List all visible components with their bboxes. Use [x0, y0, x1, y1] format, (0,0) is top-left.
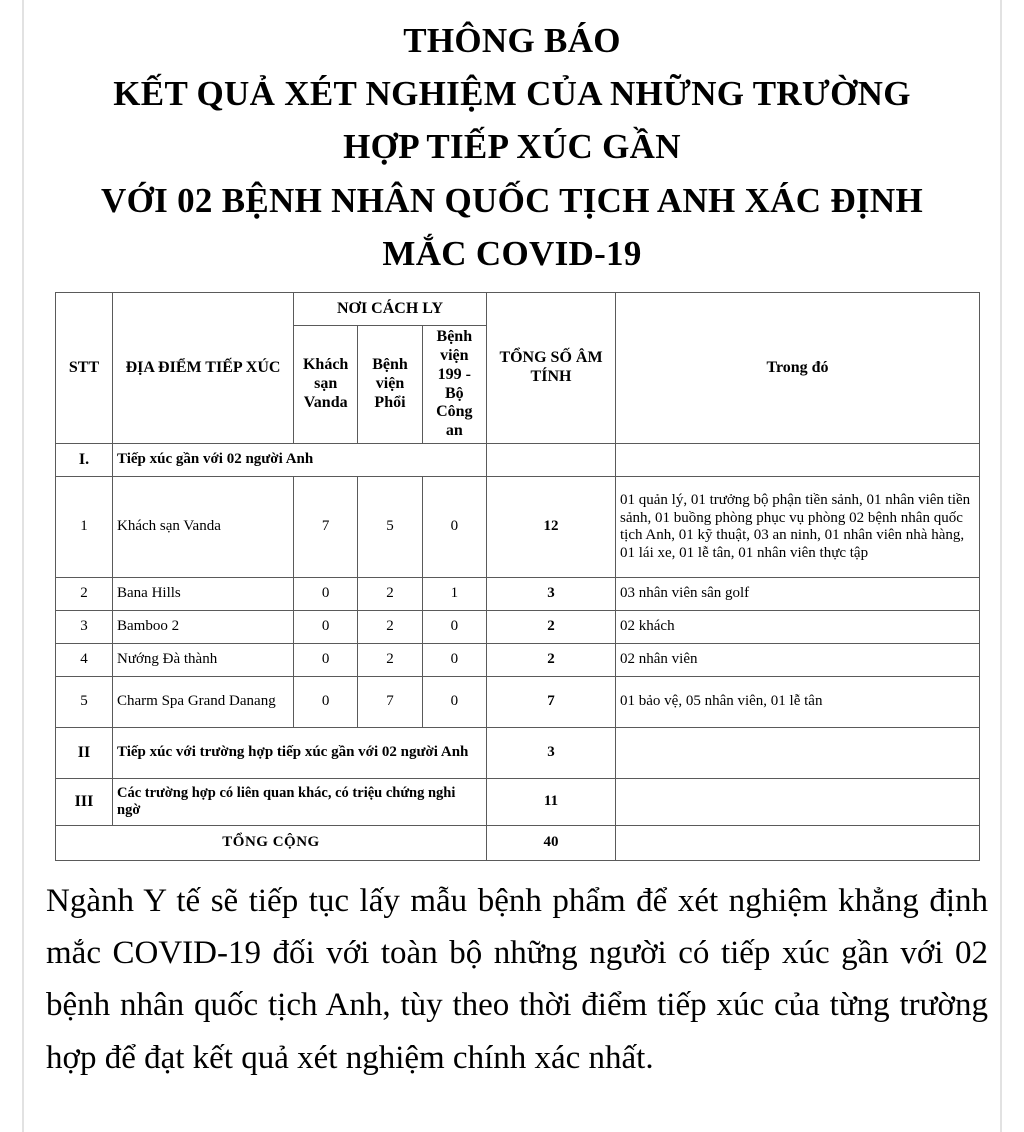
section-label: Tiếp xúc với trường hợp tiếp xúc gần với 02 người Anh — [113, 728, 487, 779]
row-vanda: 0 — [294, 644, 358, 677]
row-note: 03 nhân viên sân golf — [616, 578, 980, 611]
row-note — [616, 444, 980, 477]
row-total: 12 — [487, 477, 616, 578]
row-index: II — [56, 728, 113, 779]
row-index: III — [56, 779, 113, 826]
row-place: Nướng Đà thành — [113, 644, 294, 677]
grand-total-value: 40 — [487, 826, 616, 861]
row-note: 02 khách — [616, 611, 980, 644]
row-index: 3 — [56, 611, 113, 644]
table-body — [56, 444, 980, 861]
table-row — [56, 477, 980, 578]
body-paragraph: Ngành Y tế sẽ tiếp tục lấy mẫu bệnh phẩm để xét nghiệm khẳng định mắc COVID-19 đối với toàn bộ những người có tiếp xúc gần với 02 bệnh nhân quốc tịch Anh, tùy theo thời điểm tiếp xúc của từng trường hợp để đạt kết quả xét nghiệm chính xác nhất. — [46, 883, 988, 1076]
col-header-note: Trong đó — [616, 292, 980, 443]
table-row — [56, 578, 980, 611]
row-phoi: 2 — [358, 611, 422, 644]
row-index: 2 — [56, 578, 113, 611]
document-title — [0, 0, 1024, 280]
row-note: 01 quản lý, 01 trưởng bộ phận tiền sảnh, 01 nhân viên tiền sảnh, 01 buồng phòng phục vụ phòng 02 bệnh nhân quốc tịch Anh, 01 kỹ thuật, 03 an ninh, 01 nhân viên nhà hàng, 01 lái xe, 01 lễ tân, 01 nhân viên thực tập — [616, 477, 980, 578]
col-header-phoi: Bệnh viện Phổi — [358, 325, 422, 443]
row-vanda: 0 — [294, 611, 358, 644]
row-total: 3 — [487, 728, 616, 779]
col-header-vanda: Khách sạn Vanda — [294, 325, 358, 443]
row-index: I. — [56, 444, 113, 477]
row-vanda: 0 — [294, 578, 358, 611]
grand-total-note — [616, 826, 980, 861]
title-line-1: THÔNG BÁO — [403, 21, 621, 60]
row-phoi: 5 — [358, 477, 422, 578]
table-header-row-group — [56, 292, 980, 325]
table-row-section-iii — [56, 779, 980, 826]
row-bv199: 0 — [422, 677, 486, 728]
title-line-2: KẾT QUẢ XÉT NGHIỆM CỦA NHỮNG TRƯỜNG — [113, 74, 911, 114]
section-label: Các trường hợp có liên quan khác, có triệu chứng nghi ngờ — [113, 779, 487, 826]
row-place: Charm Spa Grand Danang — [113, 677, 294, 728]
row-total — [487, 444, 616, 477]
row-note — [616, 779, 980, 826]
results-table-container — [55, 292, 980, 861]
row-note: 02 nhân viên — [616, 644, 980, 677]
table-row-section-i — [56, 444, 980, 477]
row-note: 01 bảo vệ, 05 nhân viên, 01 lễ tân — [616, 677, 980, 728]
table-row — [56, 644, 980, 677]
row-index: 5 — [56, 677, 113, 728]
table-head — [56, 292, 980, 443]
row-bv199: 0 — [422, 477, 486, 578]
table-row-section-ii — [56, 728, 980, 779]
col-header-stt: STT — [56, 292, 113, 443]
row-total: 3 — [487, 578, 616, 611]
row-place: Bamboo 2 — [113, 611, 294, 644]
row-total: 7 — [487, 677, 616, 728]
row-phoi: 2 — [358, 578, 422, 611]
table-row-grand-total — [56, 826, 980, 861]
row-vanda: 7 — [294, 477, 358, 578]
col-header-quarantine-group: NƠI CÁCH LY — [294, 292, 487, 325]
row-bv199: 1 — [422, 578, 486, 611]
row-note — [616, 728, 980, 779]
row-place: Khách sạn Vanda — [113, 477, 294, 578]
title-line-4: VỚI 02 BỆNH NHÂN QUỐC TỊCH ANH XÁC ĐỊNH — [101, 180, 923, 220]
table-row — [56, 611, 980, 644]
section-label: Tiếp xúc gần với 02 người Anh — [113, 444, 487, 477]
row-place: Bana Hills — [113, 578, 294, 611]
row-total: 2 — [487, 611, 616, 644]
row-vanda: 0 — [294, 677, 358, 728]
test-results-table — [55, 292, 980, 861]
row-index: 1 — [56, 477, 113, 578]
title-line-5: MẮC COVID-19 — [382, 233, 642, 273]
col-header-total-negative: TỔNG SỐ ÂM TÍNH — [487, 292, 616, 443]
row-bv199: 0 — [422, 644, 486, 677]
row-phoi: 2 — [358, 644, 422, 677]
row-total: 11 — [487, 779, 616, 826]
row-index: 4 — [56, 644, 113, 677]
col-header-place: ĐỊA ĐIỂM TIẾP XÚC — [113, 292, 294, 443]
title-line-3: HỢP TIẾP XÚC GẦN — [343, 127, 681, 167]
table-row — [56, 677, 980, 728]
grand-total-label: TỔNG CỘNG — [56, 826, 487, 861]
col-header-bv199: Bệnh viện 199 - Bộ Công an — [422, 325, 486, 443]
row-total: 2 — [487, 644, 616, 677]
row-bv199: 0 — [422, 611, 486, 644]
row-phoi: 7 — [358, 677, 422, 728]
